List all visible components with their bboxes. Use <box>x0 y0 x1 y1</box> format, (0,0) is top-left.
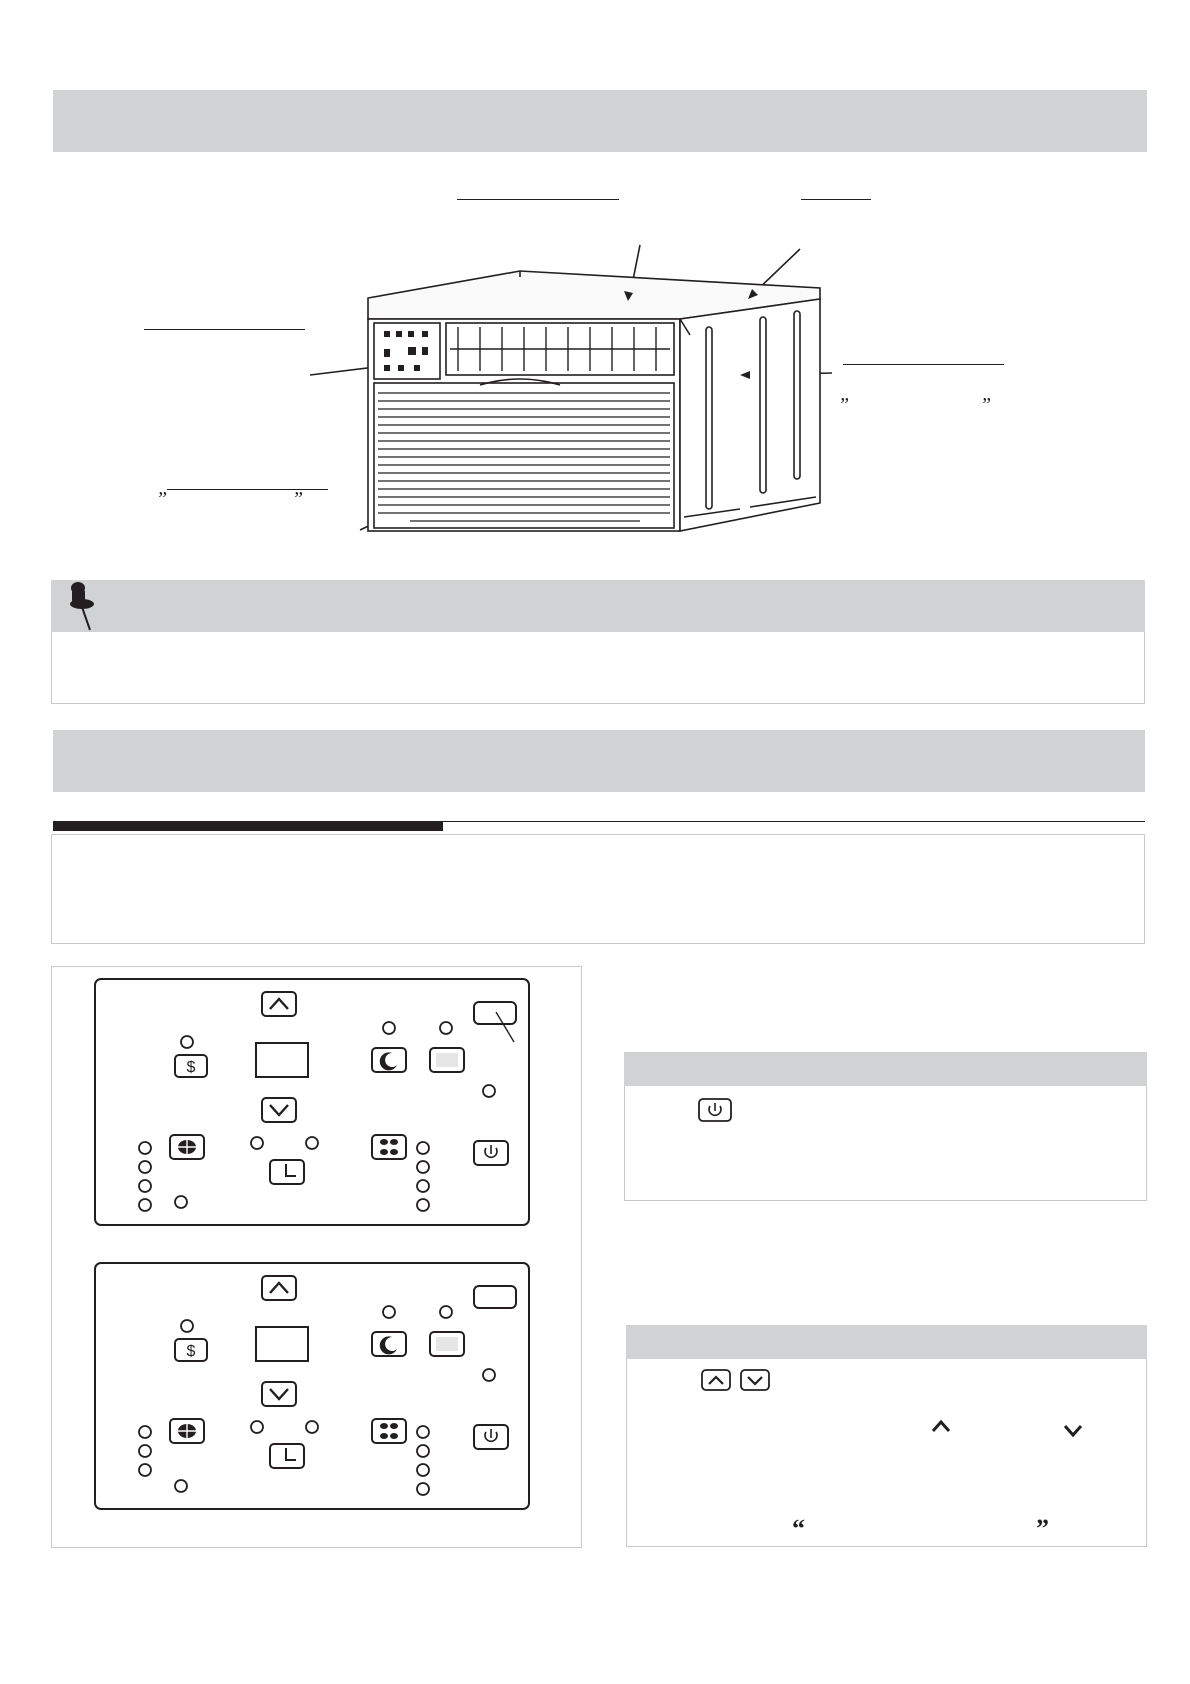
quote-right-close: ” <box>980 394 992 416</box>
intro-text-box <box>51 834 1145 944</box>
controls-section-band <box>53 730 1145 792</box>
air-conditioner-illustration <box>140 235 1040 545</box>
svg-text:$: $ <box>186 1343 196 1360</box>
control-panel-diagram-b <box>94 1262 530 1512</box>
label-line-top-right <box>801 199 871 200</box>
label-line-top-center <box>457 199 619 200</box>
pushpin-icon <box>62 580 102 632</box>
svg-text:$: $ <box>186 1059 196 1076</box>
note-content-box <box>51 632 1145 704</box>
subheading-rule <box>443 821 1145 822</box>
down-arrow-icon <box>740 1369 770 1391</box>
parts-section-band <box>53 90 1147 152</box>
up-arrow-icon <box>701 1369 731 1391</box>
temp-box-header <box>626 1325 1147 1359</box>
chevron-down-icon <box>1062 1422 1084 1438</box>
chevron-up-icon <box>930 1418 952 1434</box>
quote-bottom-open: “ <box>792 1514 805 1543</box>
power-box-header <box>624 1052 1147 1086</box>
quote-bottom-close: ” <box>1036 1514 1049 1543</box>
note-band <box>51 580 1145 632</box>
power-icon <box>698 1098 732 1122</box>
quote-left-open: ” <box>156 488 168 510</box>
control-panel-diagram-a <box>94 978 530 1228</box>
quote-left-close: ” <box>292 488 304 510</box>
quote-right-open: ” <box>838 394 850 416</box>
subheading-bar <box>53 821 443 831</box>
